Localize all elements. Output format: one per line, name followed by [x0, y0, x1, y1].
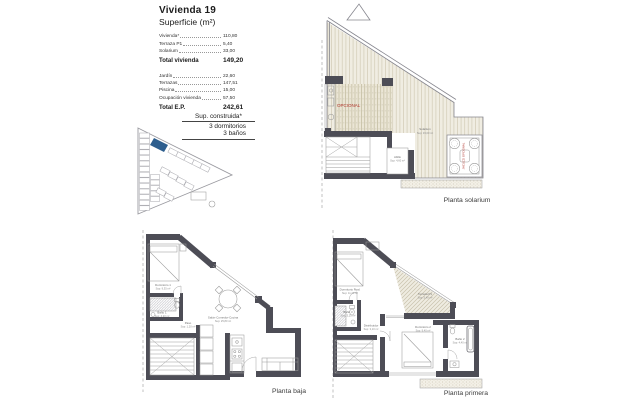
- room-area-label: Sup: 3,25 m²: [340, 314, 356, 318]
- planta-baja-plan: [138, 228, 310, 400]
- row-value: 15,00: [223, 88, 236, 94]
- table-row: [159, 93, 249, 100]
- sofa: [262, 358, 298, 371]
- shower: [150, 298, 176, 311]
- row-label: Vivienda*: [159, 34, 180, 40]
- surface-subtitle: Superficie (m²): [159, 17, 216, 27]
- table-row: [159, 71, 249, 78]
- row-value: 110,80: [223, 34, 238, 40]
- pool-outline: [191, 192, 206, 200]
- bathroom-fixtures: [450, 325, 474, 368]
- room-area-label: Sup: 33,00 m²: [416, 131, 434, 135]
- optional-label: OPCIONAL: [337, 103, 361, 108]
- room-area-label: Sup: 4,40 m²: [452, 341, 468, 345]
- table-row: [159, 47, 249, 54]
- bathtub: [467, 326, 474, 352]
- jacuzzi-optional-label: JACUZZI OPCIONAL: [461, 142, 466, 170]
- diagonal-window: [213, 264, 259, 299]
- row-value: 5,40: [223, 41, 233, 47]
- room-label: Baño 2: [455, 337, 465, 341]
- stairs: [335, 340, 373, 373]
- kitchen-counter: [230, 335, 244, 373]
- jacuzzi: [447, 135, 482, 177]
- closet: [200, 325, 213, 375]
- washbasin: [450, 361, 459, 368]
- room-label: Solarium: [419, 127, 431, 131]
- room-label: Salón-Comedor-Cocina: [207, 315, 239, 320]
- bedrooms-count: 3 dormitorios: [209, 123, 246, 130]
- bed: [402, 332, 433, 368]
- room-label: Dormitorio Ppal.: [339, 287, 361, 292]
- room-label: Dormitorio 2: [415, 324, 431, 329]
- room-label: Baño 1: [157, 310, 167, 315]
- sink: [351, 320, 355, 324]
- plan-caption: Planta solarium: [443, 197, 491, 204]
- total-value: 242,61: [223, 103, 244, 111]
- room-area-label: Sup: 25,80 m²: [214, 320, 232, 323]
- row-label: Piscina: [159, 88, 175, 94]
- row-label: Terrazas: [159, 80, 178, 86]
- total-label: Total vivienda: [159, 58, 199, 65]
- row-label: Terraza P1: [159, 41, 183, 47]
- room-area-label: Sup: 3,10 m²: [363, 328, 379, 331]
- edge-planter-strip: [401, 180, 482, 188]
- table-row: [159, 39, 249, 46]
- room-label: Baño 3: [343, 310, 353, 314]
- row-value: 147,51: [223, 80, 238, 86]
- dining-table: [215, 286, 241, 312]
- site-plan: [135, 116, 238, 218]
- dotted-leader: [179, 52, 221, 53]
- total-ep-row: [159, 102, 249, 111]
- solarium-plan: [313, 0, 628, 212]
- construida-title: Sup. construida*: [182, 113, 255, 122]
- room-area-label: Sup: 1,20 m²: [180, 325, 196, 329]
- bathrooms-count: 3 baños: [182, 130, 255, 140]
- room-area-label: Sup: 4,20 m²: [154, 314, 170, 318]
- row-value: 57,50: [223, 95, 236, 101]
- stairs: [150, 338, 194, 375]
- row-value: 22,60: [223, 73, 236, 79]
- plan-caption: Planta primera: [443, 390, 489, 397]
- terrace-deck: [393, 266, 453, 314]
- room-label: Dormitorio 1: [155, 283, 171, 287]
- toilet: [350, 306, 355, 309]
- dotted-leader: [202, 99, 221, 100]
- planta-primera-plan: [326, 228, 628, 401]
- row-label: Solarium: [159, 49, 178, 55]
- plan-caption: Planta baja: [271, 388, 307, 395]
- total-vivienda-row: [159, 55, 249, 64]
- table-row: [159, 32, 249, 39]
- edge-planter-strip: [420, 379, 482, 388]
- bed: [148, 244, 186, 281]
- row-value: 33,00: [223, 49, 236, 55]
- room-label: Altillo: [394, 155, 401, 159]
- room-label: Distribuidor: [363, 323, 379, 328]
- dotted-leader: [180, 37, 221, 38]
- room-area-label: Sup: 4,60 m²: [390, 159, 405, 163]
- room-area-label: Sup: 9,35 m²: [155, 287, 171, 291]
- row-label: Ocupación vivienda: [159, 95, 201, 101]
- row-label: Jardín: [159, 73, 173, 79]
- table-row: [159, 79, 249, 86]
- dotted-leader: [173, 77, 221, 78]
- room-area-label: Sup: 9,40 m²: [415, 329, 431, 333]
- room-label: Terraza P1: [418, 292, 432, 296]
- surface-info-panel: [159, 5, 249, 111]
- roundabout-circle: [209, 201, 215, 207]
- total-value: 149,20: [223, 57, 244, 65]
- table-row: [159, 86, 249, 93]
- dotted-leader: [175, 91, 221, 92]
- total-label: Total E.P.: [159, 104, 186, 111]
- room-area-label: Sup: 11,20 m²: [341, 292, 359, 295]
- page-title: Vivienda 19: [159, 5, 217, 16]
- solarium-deck-inner: [335, 84, 392, 133]
- room-label: Paso: [184, 321, 192, 325]
- dotted-leader: [183, 45, 221, 46]
- dotted-leader: [178, 84, 221, 85]
- room-area-label: Sup: 5,40 m²: [417, 296, 433, 300]
